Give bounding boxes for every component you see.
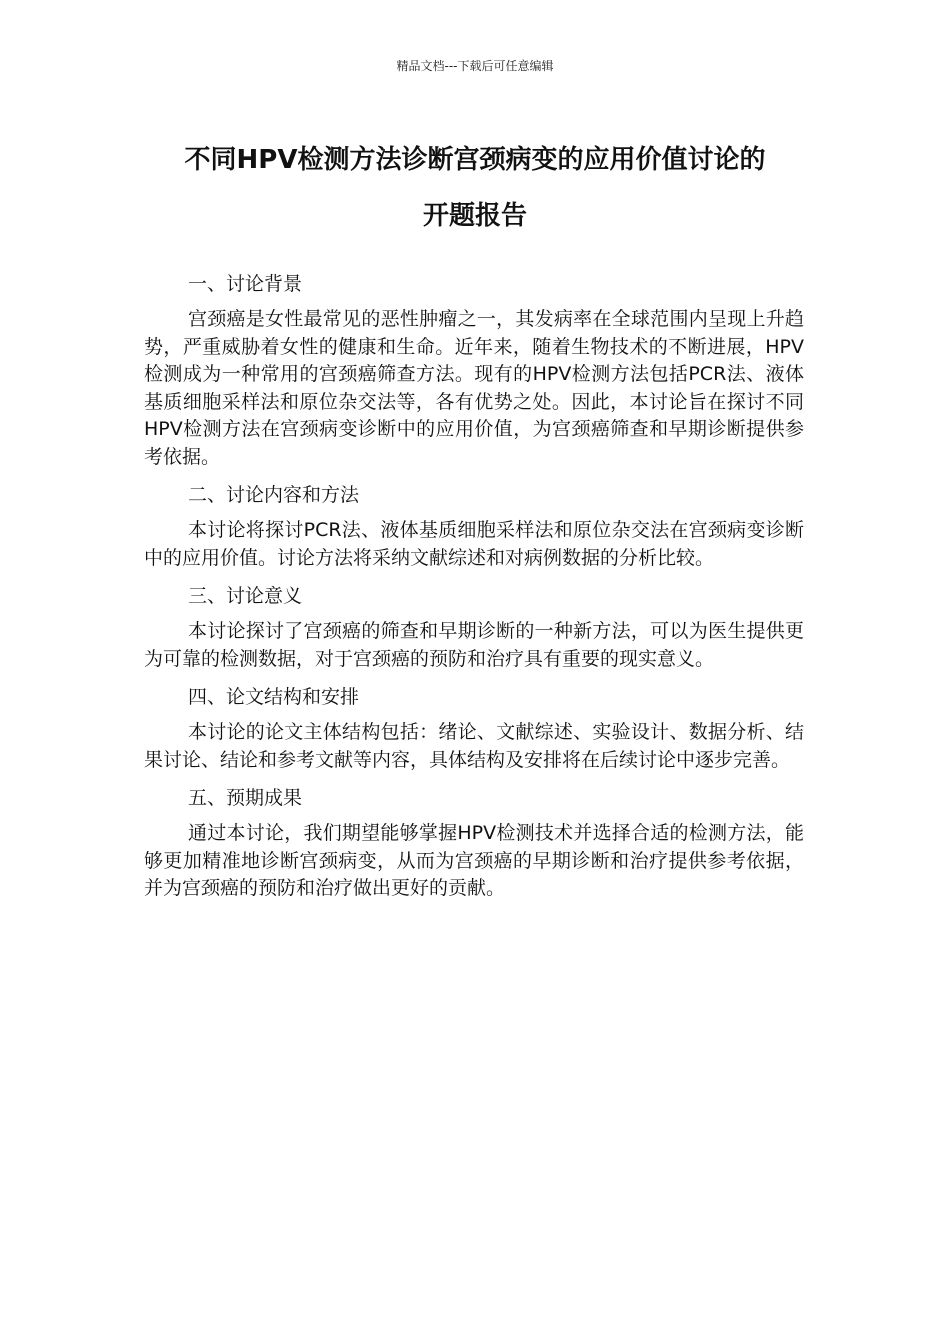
section-heading-content-methods: 二、讨论内容和方法	[188, 484, 360, 506]
section-body-expected-results: 通过本讨论，我们期望能够掌握HPV检测技术并选择合适的检测方法，能够更加精准地诊断宫颈病变，从而为宫颈癌的早期诊断和治疗提供参考依据，并为宫颈癌的预防和治疗做出更好的贡献。	[144, 822, 804, 899]
document-body	[144, 270, 804, 913]
section-body-structure: 本讨论的论文主体结构包括：绪论、文献综述、实验设计、数据分析、结果讨论、结论和参考文献等内容，具体结构及安排将在后续讨论中逐步完善。	[144, 721, 804, 771]
section-body-content-methods: 本讨论将探讨PCR法、液体基质细胞采样法和原位杂交法在宫颈病变诊断中的应用价值。讨论方法将采纳文献综述和对病例数据的分析比较。	[144, 519, 804, 569]
section-heading-significance: 三、讨论意义	[188, 585, 303, 607]
document-title	[100, 132, 850, 244]
section-heading-background: 一、讨论背景	[188, 273, 303, 295]
section-body-background: 宫颈癌是女性最常见的恶性肿瘤之一，其发病率在全球范围内呈现上升趋势，严重威胁着女性的健康和生命。近年来，随着生物技术的不断进展，HPV检测成为一种常用的宫颈癌筛查方法。现有的HPV检测方法包括PCR法、液体基质细胞采样法和原位杂交法等，各有优势之处。因此，本讨论旨在探讨不同HPV检测方法在宫颈病变诊断中的应用价值，为宫颈癌筛查和早期诊断提供参考依据。	[144, 308, 804, 468]
title-line-1: 不同HPV检测方法诊断宫颈病变的应用价值讨论的	[184, 145, 766, 175]
title-line-2: 开题报告	[422, 201, 527, 231]
page-header: 精品文档---下载后可任意编辑	[396, 59, 554, 73]
section-body-significance: 本讨论探讨了宫颈癌的筛查和早期诊断的一种新方法，可以为医生提供更为可靠的检测数据，对于宫颈癌的预防和治疗具有重要的现实意义。	[144, 620, 804, 670]
section-heading-expected-results: 五、预期成果	[188, 787, 303, 809]
section-heading-structure: 四、论文结构和安排	[188, 686, 360, 708]
